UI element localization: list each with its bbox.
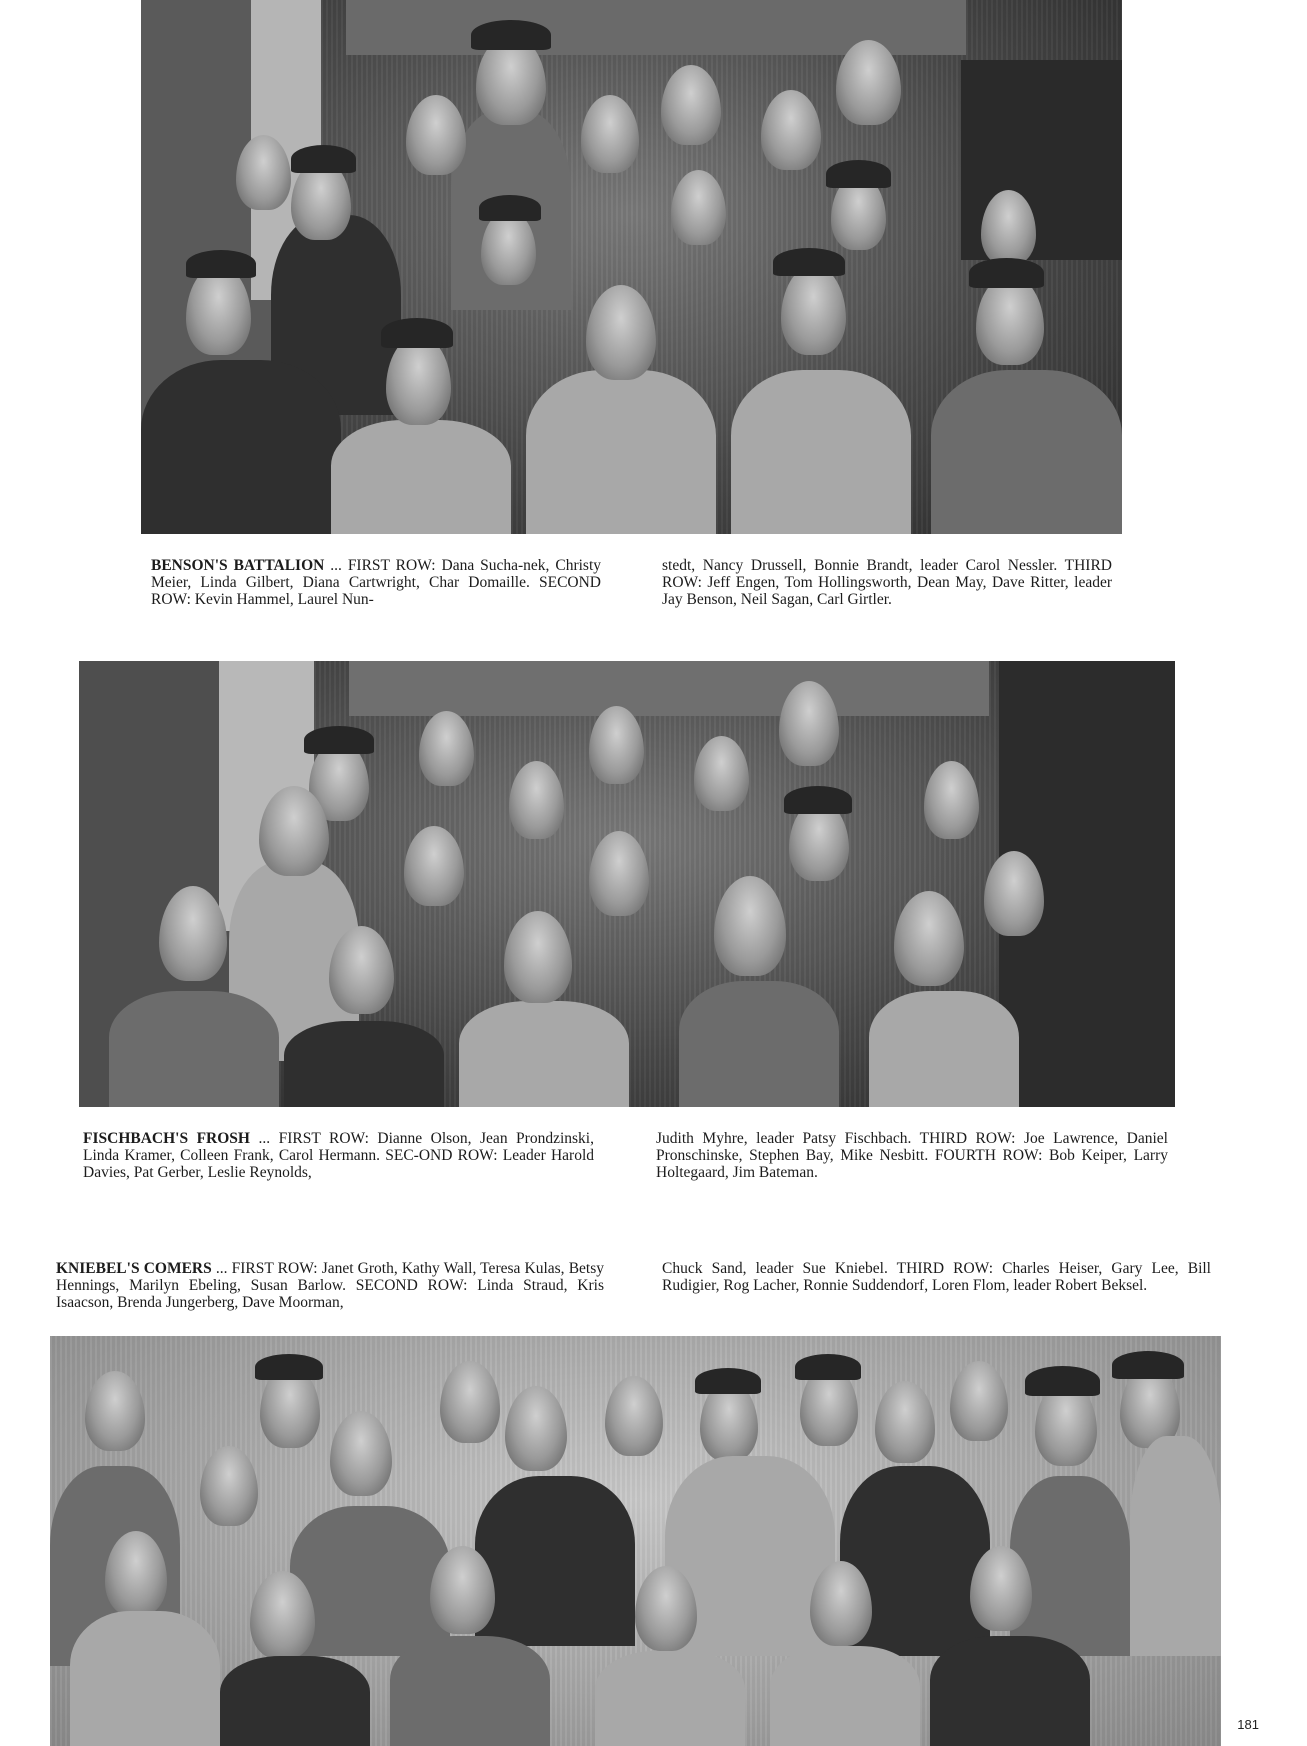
student-face [406,95,466,175]
student-figure [930,1636,1090,1746]
student-face [509,761,564,839]
student-cap [1025,1366,1100,1396]
student-cap [255,1354,323,1380]
kniebels-comers-caption-left [56,1260,604,1311]
student-figure [931,370,1122,534]
kniebels-comers-caption-right [662,1260,1211,1294]
student-face [386,335,451,425]
student-cap [186,250,256,278]
bensons-battalion-caption-left [151,557,601,608]
student-face [85,1371,145,1451]
page-number: 181 [1237,1717,1259,1732]
student-cap [784,786,852,814]
student-figure [869,991,1019,1107]
bensons-battalion-caption-right [662,557,1112,608]
student-figure [731,370,911,534]
student-figure [526,370,716,534]
caption-group-title: KNIEBEL'S COMERS [56,1260,212,1277]
student-face [419,711,474,786]
student-cap [471,20,551,50]
student-face [714,876,786,976]
student-face [894,891,964,986]
kniebels-comers-photo [50,1336,1221,1746]
student-face [761,90,821,170]
student-figure [1130,1436,1221,1656]
caption-text: ... FIRST ROW: Dianne Olson, Jean Prondzinski, Linda Kramer, Colleen Frank, Carol Hermann. SEC-OND ROW: Leader Harold Davies, Pat Gerber, Leslie Reynolds, [83,1130,594,1181]
student-figure [141,360,341,534]
student-face [404,826,464,906]
caption-text: Chuck Sand, leader Sue Kniebel. THIRD ROW: Charles Heiser, Gary Lee, Bill Rudigier, Rog Lacher, Ronnie Suddendorf, Loren Flom, leader Robert Beksel. [662,1260,1211,1294]
student-cap [479,195,541,221]
student-figure [1010,1476,1130,1656]
caption-group-title: FISCHBACH'S FROSH [83,1130,250,1147]
student-cap [969,258,1044,288]
caption-text: stedt, Nancy Drussell, Bonnie Brandt, leader Carol Nessler. THIRD ROW: Jeff Engen, Tom Hollingsworth, Dean May, Dave Ritter, leader Jay Benson, Neil Sagan, Carl Girtler. [662,557,1112,608]
student-figure [70,1611,220,1746]
caption-text: ... FIRST ROW: Janet Groth, Kathy Wall, Teresa Kulas, Betsy Hennings, Marilyn Ebeling, Susan Barlow. SECOND ROW: Linda Straud, Kris Isaacson, Brenda Jungerberg, Dave Moorman, [56,1260,604,1311]
student-figure [595,1651,745,1746]
student-cap [795,1354,861,1380]
student-face [924,761,979,839]
background-wall [349,661,989,716]
student-figure [290,1506,450,1656]
bensons-battalion-photo [141,0,1122,534]
fischbachs-frosh-photo [79,661,1175,1107]
student-figure [459,1001,629,1107]
student-cap [304,726,374,754]
student-face [330,1411,392,1496]
student-face [589,706,644,784]
student-cap [291,145,356,173]
student-face [589,831,649,916]
student-face [581,95,639,173]
student-figure [284,1021,444,1107]
student-face [504,911,572,1003]
student-figure [475,1476,635,1646]
student-face [950,1361,1008,1441]
student-figure [220,1656,370,1746]
student-cap [695,1368,761,1394]
student-cap [773,248,845,276]
student-face [781,265,846,355]
student-face [605,1376,663,1456]
student-figure [109,991,279,1107]
student-cap [826,160,891,188]
fischbachs-frosh-caption-left [83,1130,594,1181]
student-face [329,926,394,1014]
fischbachs-frosh-caption-right [656,1130,1168,1181]
student-cap [381,318,453,348]
student-face [586,285,656,380]
student-figure [390,1636,550,1746]
caption-text: ... FIRST ROW: Dana Sucha-nek, Christy Meier, Linda Gilbert, Diana Cartwright, Char Domaille. SECOND ROW: Kevin Hammel, Laurel Nun- [151,557,602,608]
caption-group-title: BENSON'S BATTALION [151,557,325,574]
student-face [671,170,726,245]
student-face [505,1386,567,1471]
student-cap [1112,1351,1184,1379]
student-face [875,1381,935,1463]
student-figure [770,1646,920,1746]
student-face [694,736,749,811]
student-figure [331,420,511,534]
student-face [440,1361,500,1443]
student-figure [679,981,839,1107]
caption-text: Judith Myhre, leader Patsy Fischbach. THIRD ROW: Joe Lawrence, Daniel Pronschinske, Stephen Bay, Mike Nesbitt. FOURTH ROW: Bob Keiper, Larry Holtegaard, Jim Bateman. [656,1130,1168,1181]
student-face [661,65,721,145]
student-face [976,275,1044,365]
student-face [200,1446,258,1526]
